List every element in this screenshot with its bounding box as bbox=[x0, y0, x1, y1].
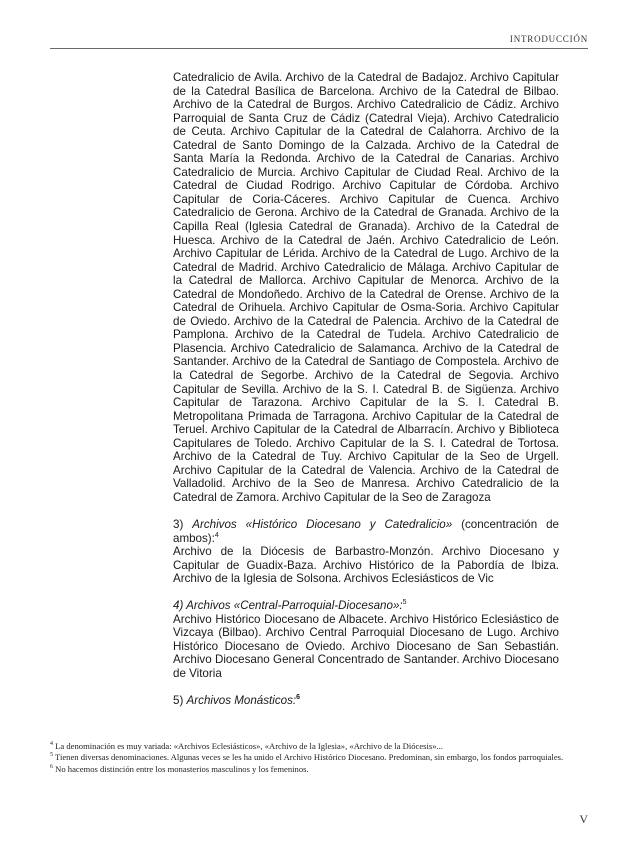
page-number: V bbox=[579, 812, 588, 826]
footnote-4 bbox=[50, 741, 588, 752]
footnote-4-text: La denominación es muy variada: «Archivos Eclesiásticos», «Archivo de la Iglesia», «Archivo de la Diócesis»... bbox=[55, 741, 443, 751]
main-text bbox=[173, 71, 559, 708]
section-4-heading bbox=[173, 599, 559, 613]
section-3-title: Archivos «Histórico Diocesano y Catedralicio» bbox=[192, 518, 453, 531]
archive-list-continuation: Catedralicio de Avila. Archivo de la Catedral de Badajoz. Archivo Capitular de la Catedral Basílica de Barcelona. Archivo de la Catedral de Bilbao. Archivo de la Catedral de Burgos. Archivo Catedralicio de Cádiz. Archivo Parroquial de Santa Cruz de Cádiz (Catedral Vieja). Archivo Catedralicio de Ceuta. Archivo Capitular de la Catedral de Calahorra. Archivo de la Catedral de Santo Domingo de la Calzada. Archivo de la Catedral de Santa María la Redonda. Archivo de la Catedral de Canarias. Archivo Catedralicio de Murcia. Archivo Capitular de Ciudad Real. Archivo de la Catedral de Ciudad Rodrigo. Archivo Capitular de Córdoba. Archivo Capitular de Coria-Cáceres. Archivo Capitular de Cuenca. Archivo Catedralicio de Gerona. Archivo de la Catedral de Granada. Archivo de la Capilla Real (Iglesia Catedral de Granada). Archivo de la Catedral de Huesca. Archivo de la Catedral de Jaén. Archivo Catedralicio de León. Archivo Capitular de Lérida. Archivo de la Catedral de Lugo. Archivo de la Catedral de Madrid. Archivo Catedralicio de Málaga. Archivo Capitular de la Catedral de Mallorca. Archivo Capitular de Menorca. Archivo de la Catedral de Mondoñedo. Archivo de la Catedral de Orense. Archivo de la Catedral de Orihuela. Archivo Capitular de Osma-Soria. Archivo Capitular de Oviedo. Archivo de la Catedral de Palencia. Archivo de la Catedral de Pamplona. Archivo de la Catedral de Tudela. Archivo Catedralicio de Plasencia. Archivo Catedralicio de Salamanca. Archivo de la Catedral de Santander. Archivo de la Catedral de Santiago de Compostela. Archivo de la Catedral de Segorbe. Archivo de la Catedral de Segovia. Archivo Capitular de Sevilla. Archivo de la S. I. Catedral B. de Sigüenza. Archivo Capitular de Tarazona. Archivo Capitular de la S. I. Catedral B. Metropolitana Primada de Tarragona. Archivo Capitular de la Catedral de Teruel. Archivo Capitular de la Catedral de Albarracín. Archivo y Biblioteca Capitulares de Toledo. Archivo Capitular de la S. I. Catedral de Tortosa. Archivo de la Catedral de Tuy. Archivo Capitular de la Seo de Urgell. Archivo Capitular de la Catedral de Valencia. Archivo de la Catedral de Valladolid. Archivo de la Seo de Manresa. Archivo Catedralicio de la Catedral de Zamora. Archivo Capitular de la Seo de Zaragoza bbox=[173, 71, 559, 504]
footnote-6 bbox=[50, 764, 588, 775]
section-3-title-note: (concentración de ambos): bbox=[173, 518, 559, 545]
footnotes bbox=[50, 741, 588, 775]
section-3-number: 3) bbox=[173, 518, 184, 531]
footnote-ref-5[interactable]: 5 bbox=[402, 599, 407, 607]
section-4-title: Archivos «Central-Parroquial-Diocesano»: bbox=[186, 599, 403, 613]
section-5-heading bbox=[173, 694, 559, 708]
section-5-number: 5) bbox=[173, 694, 184, 708]
footnote-5-mark: 5 bbox=[50, 752, 53, 759]
footnote-4-mark: 4 bbox=[50, 741, 53, 748]
header-rule bbox=[50, 48, 588, 49]
footnote-6-text: No hacemos distinción entre los monasterios masculinos y los femeninos. bbox=[55, 763, 309, 774]
section-4-number: 4) bbox=[173, 599, 184, 613]
section-3 bbox=[173, 518, 559, 586]
section-5-title: Archivos Monásticos: bbox=[186, 694, 297, 708]
section-3-heading bbox=[173, 518, 559, 545]
section-4 bbox=[173, 599, 559, 680]
section-4-body: Archivo Histórico Diocesano de Albacete. Archivo Histórico Eclesiástico de Vizcaya (Bilbao). Archivo Central Parroquial Diocesano de Lugo. Archivo Histórico Diocesano de Oviedo. Archivo Diocesano de San Sebastián. Archivo Diocesano General Concentrado de Santander. Archivo Diocesano de Vitoria bbox=[173, 612, 559, 680]
footnote-5-text: Tienen diversas denominaciones. Algunas veces se les ha unido el Archivo Histórico Diocesano. Predominan, sin embargo, los fondos parroquiales. bbox=[55, 752, 564, 763]
running-head: INTRODUCCIÓN bbox=[509, 34, 588, 44]
footnote-5 bbox=[50, 752, 588, 763]
section-5 bbox=[173, 694, 559, 708]
footnote-ref-4[interactable]: 4 bbox=[214, 531, 219, 539]
footnote-ref-6[interactable]: 6 bbox=[296, 694, 300, 702]
section-3-body: Archivo de la Diócesis de Barbastro-Monzón. Archivo Diocesano y Capitular de Guadix-Baza. Archivo Histórico de la Pabordía de Ibiza. Archivo de la Iglesia de Solsona. Archivos Eclesiásticos de Vic bbox=[173, 545, 559, 586]
footnote-6-mark: 6 bbox=[50, 763, 53, 770]
